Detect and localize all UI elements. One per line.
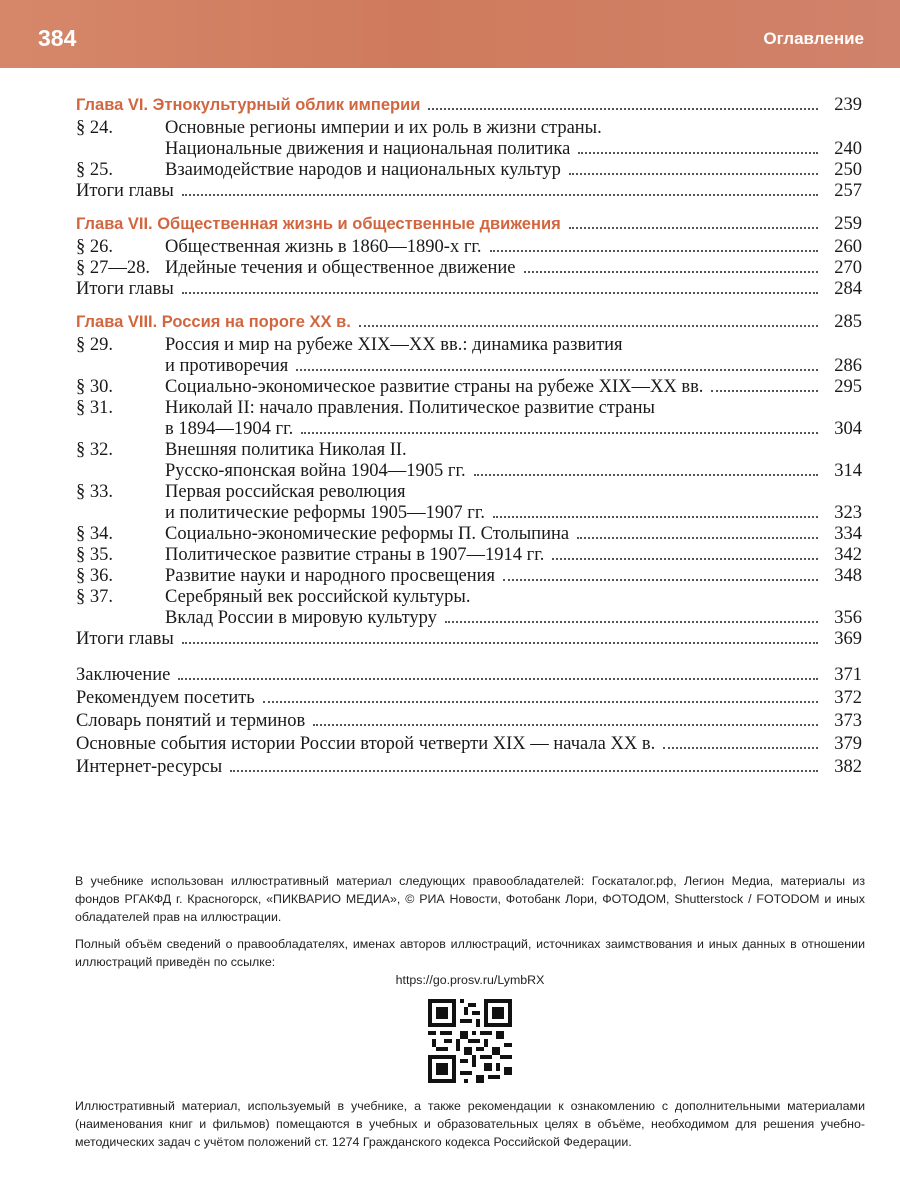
page-ref: 342	[834, 545, 862, 565]
dot-leader	[178, 678, 818, 680]
dot-leader	[490, 250, 818, 252]
section-number: § 32.	[76, 440, 113, 460]
toc-item[interactable]	[76, 524, 862, 545]
toc-summary[interactable]	[76, 279, 862, 300]
dot-leader	[182, 194, 818, 196]
entry-title: Заключение	[76, 665, 171, 685]
dot-leader	[569, 173, 818, 175]
section-title: Русско-японская война 1904—1905 гг.	[165, 461, 466, 481]
dot-leader	[663, 747, 818, 749]
chapter-title: Глава VI. Этнокультурный облик империи	[76, 96, 421, 114]
page-ref: 285	[834, 312, 862, 332]
toc-chapter[interactable]	[76, 214, 862, 235]
page-ref: 240	[834, 139, 862, 159]
section-title: Внешняя политика Николая II.	[165, 440, 407, 460]
page-number: 384	[38, 24, 77, 51]
toc-item-continued[interactable]	[76, 419, 862, 440]
credits-legal-note: Иллюстративный материал, используемый в учебнике, а также рекомендации к ознакомлению с дополнительными материалами (наименования книг и фильмов) помещаются в учебных и образовательных целях в объёме, необходимом для решения учебно-методических задач с учётом положений ст. 1274 Гражданского кодекса Российской Федерации.	[75, 1099, 865, 1149]
section-title: Первая российская революция	[165, 482, 406, 502]
summary-title: Итоги главы	[76, 181, 174, 201]
dot-leader	[445, 621, 818, 623]
entry-title: Словарь понятий и терминов	[76, 711, 306, 731]
toc-summary[interactable]	[76, 181, 862, 202]
dot-leader	[552, 558, 818, 560]
page-ref: 295	[834, 377, 862, 397]
toc-conclusion[interactable]	[76, 665, 862, 686]
page-ref: 356	[834, 608, 862, 628]
toc-item[interactable]	[76, 545, 862, 566]
entry-title: Интернет-ресурсы	[76, 757, 223, 777]
section-number: § 31.	[76, 398, 113, 418]
dot-leader	[711, 390, 818, 392]
section-number: § 26.	[76, 237, 113, 257]
entry-title: Основные события истории России второй четверти XIX — начала XX в.	[76, 734, 656, 754]
section-title: Основные регионы империи и их роль в жизни страны.	[165, 118, 602, 138]
dot-leader	[313, 724, 818, 726]
toc-item-continued[interactable]	[76, 608, 862, 629]
credits-block	[75, 872, 865, 1160]
toc-item[interactable]	[76, 482, 862, 503]
summary-title: Итоги главы	[76, 279, 174, 299]
toc-glossary[interactable]	[76, 711, 862, 732]
dot-leader	[301, 432, 818, 434]
section-title: Политическое развитие страны в 1907—1914 гг.	[165, 545, 545, 565]
section-title: Развитие науки и народного просвещения	[165, 566, 496, 586]
section-number: § 34.	[76, 524, 113, 544]
toc-events[interactable]	[76, 734, 862, 755]
page-header	[0, 0, 900, 68]
section-title: Вклад России в мировую культуру	[165, 608, 437, 628]
page-ref: 270	[834, 258, 862, 278]
section-number: § 25.	[76, 160, 113, 180]
dot-leader	[182, 642, 818, 644]
page-ref: 373	[834, 711, 862, 731]
dot-leader	[474, 474, 818, 476]
section-title: Серебряный век российской культуры.	[165, 587, 471, 607]
section-number: § 33.	[76, 482, 113, 502]
chapter-title: Глава VIII. Россия на пороге XX в.	[76, 313, 351, 331]
page-ref: 284	[834, 279, 862, 299]
section-title: Россия и мир на рубеже XIX—XX вв.: динамика развития	[165, 335, 623, 355]
toc-item[interactable]	[76, 335, 862, 356]
toc-item[interactable]	[76, 587, 862, 608]
page-ref: 304	[834, 419, 862, 439]
toc-summary[interactable]	[76, 629, 862, 650]
toc-item[interactable]	[76, 566, 862, 587]
dot-leader	[230, 770, 818, 772]
page-ref: 286	[834, 356, 862, 376]
section-number: § 35.	[76, 545, 113, 565]
section-number: § 24.	[76, 118, 113, 138]
credits-full-info: Полный объём сведений о правообладателях, именах авторов иллюстраций, источниках заимствования и иных данных в отношении иллюстраций приведён по ссылке:	[75, 937, 865, 969]
header-title: Оглавление	[763, 29, 864, 48]
page-ref: 314	[834, 461, 862, 481]
section-title: и политические реформы 1905—1907 гг.	[165, 503, 485, 523]
credits-rightholders: В учебнике использован иллюстративный материал следующих правообладателей: Госкаталог.рф, Легион Медиа, материалы из фондов РГАКФД г. Красногорск, «ПИКВАРИО МЕДИА», © РИА Новости, Фотобанк Лори, ФОТОДОМ, Shutterstock / FOTODOM и иных обладателей прав на иллюстрации.	[75, 874, 865, 924]
page-ref: 259	[834, 214, 862, 234]
table-of-contents	[76, 92, 862, 778]
toc-item[interactable]	[76, 237, 862, 258]
page-ref: 257	[834, 181, 862, 201]
section-title: Социально-экономические реформы П. Столыпина	[165, 524, 570, 544]
toc-item[interactable]	[76, 377, 862, 398]
page-ref: 372	[834, 688, 862, 708]
toc-item[interactable]	[76, 258, 862, 279]
dot-leader	[577, 537, 818, 539]
page-ref: 260	[834, 237, 862, 257]
page-ref: 334	[834, 524, 862, 544]
dot-leader	[182, 292, 818, 294]
page-ref: 348	[834, 566, 862, 586]
page-ref: 239	[834, 95, 862, 115]
section-number: § 30.	[76, 377, 113, 397]
page-ref: 371	[834, 665, 862, 685]
summary-title: Итоги главы	[76, 629, 174, 649]
section-title: Взаимодействие народов и национальных культур	[165, 160, 561, 180]
toc-recommend[interactable]	[76, 688, 862, 709]
toc-item-continued[interactable]	[76, 461, 862, 482]
toc-item-continued[interactable]	[76, 139, 862, 160]
section-title: Общественная жизнь в 1860—1890-х гг.	[165, 237, 482, 257]
dot-leader	[359, 325, 818, 327]
section-title: и противоречия	[165, 356, 289, 376]
toc-item-continued[interactable]	[76, 356, 862, 377]
section-title: Николай II: начало правления. Политическое развитие страны	[165, 398, 655, 418]
section-title: Идейные течения и общественное движение	[165, 258, 516, 278]
section-title: Социально-экономическое развитие страны на рубеже XIX—XX вв.	[165, 377, 704, 397]
page-ref: 323	[834, 503, 862, 523]
dot-leader	[503, 579, 818, 581]
toc-chapter[interactable]	[76, 312, 862, 333]
dot-leader	[493, 516, 818, 518]
dot-leader	[428, 108, 818, 110]
qr-code-icon[interactable]	[428, 999, 512, 1083]
toc-item[interactable]	[76, 398, 862, 419]
section-number: § 36.	[76, 566, 113, 586]
toc-chapter[interactable]	[76, 95, 862, 116]
page-ref: 369	[834, 629, 862, 649]
page-ref: 379	[834, 734, 862, 754]
section-title: в 1894—1904 гг.	[165, 419, 294, 439]
page-ref: 250	[834, 160, 862, 180]
section-number: § 37.	[76, 587, 113, 607]
dot-leader	[263, 701, 818, 703]
page-ref: 382	[834, 757, 862, 777]
toc-item[interactable]	[76, 118, 862, 139]
section-title: Национальные движения и национальная политика	[165, 139, 571, 159]
dot-leader	[524, 271, 819, 273]
dot-leader	[569, 227, 818, 229]
credits-url[interactable]: https://go.prosv.ru/LymbRX	[395, 973, 545, 987]
section-number: § 29.	[76, 335, 113, 355]
dot-leader	[578, 152, 818, 154]
toc-internet[interactable]	[76, 757, 862, 778]
dot-leader	[296, 369, 818, 371]
toc-item[interactable]	[76, 440, 862, 461]
entry-title: Рекомендуем посетить	[76, 688, 255, 708]
chapter-title: Глава VII. Общественная жизнь и общественные движения	[76, 215, 561, 233]
toc-item-continued[interactable]	[76, 503, 862, 524]
section-number: § 27—28.	[76, 258, 150, 278]
toc-item[interactable]	[76, 160, 862, 181]
